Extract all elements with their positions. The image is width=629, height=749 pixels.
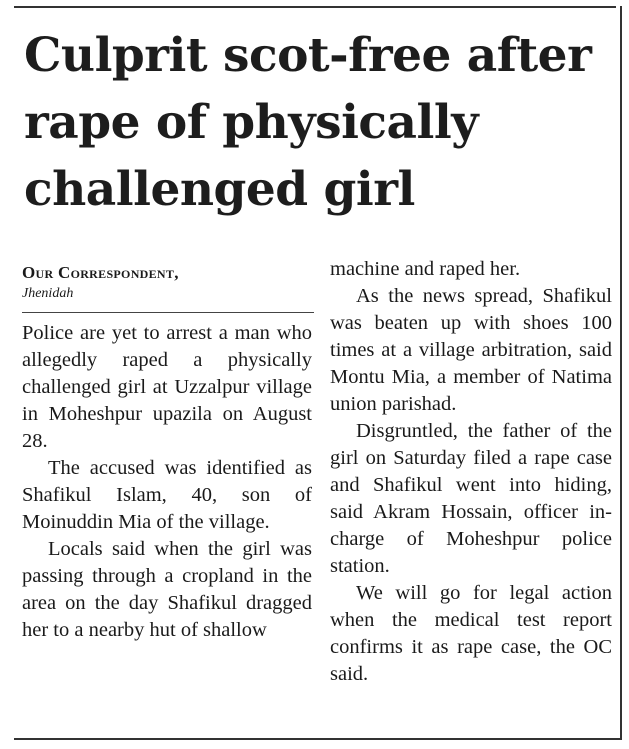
headline: Culprit scot-free after rape of physically challenged girl (24, 28, 592, 217)
byline-place: Jhenidah (22, 286, 74, 301)
bottom-rule (14, 738, 620, 740)
article-column-right (330, 256, 612, 688)
right-column-rule (620, 6, 622, 740)
paragraph: We will go for legal action when the medical test report confirms it as rape case, the OC said. (330, 582, 612, 685)
paragraph: Disgruntled, the father of the girl on Saturday filed a rape case and Shafikul went into hiding, said Akram Hossain, officer in-charge of Moheshpur police station. (330, 420, 612, 577)
paragraph: Locals said when the girl was passing through a cropland in the area on the day Shafikul dragged her to a nearby hut of shallow (22, 538, 312, 641)
byline (22, 262, 314, 303)
top-rule (14, 6, 616, 8)
byline-name: Our Correspondent, (22, 263, 179, 282)
byline-rule (22, 312, 314, 313)
paragraph: As the news spread, Shafikul was beaten up with shoes 100 times at a village arbitration, said Montu Mia, a member of Natima union parishad. (330, 285, 612, 415)
paragraph: machine and raped her. (330, 258, 521, 280)
paragraph: Police are yet to arrest a man who allegedly raped a physically challenged girl at Uzzalpur village in Moheshpur upazila on August 28. (22, 322, 312, 452)
article-column-left (22, 320, 312, 644)
paragraph: The accused was identified as Shafikul Islam, 40, son of Moinuddin Mia of the village. (22, 457, 312, 533)
